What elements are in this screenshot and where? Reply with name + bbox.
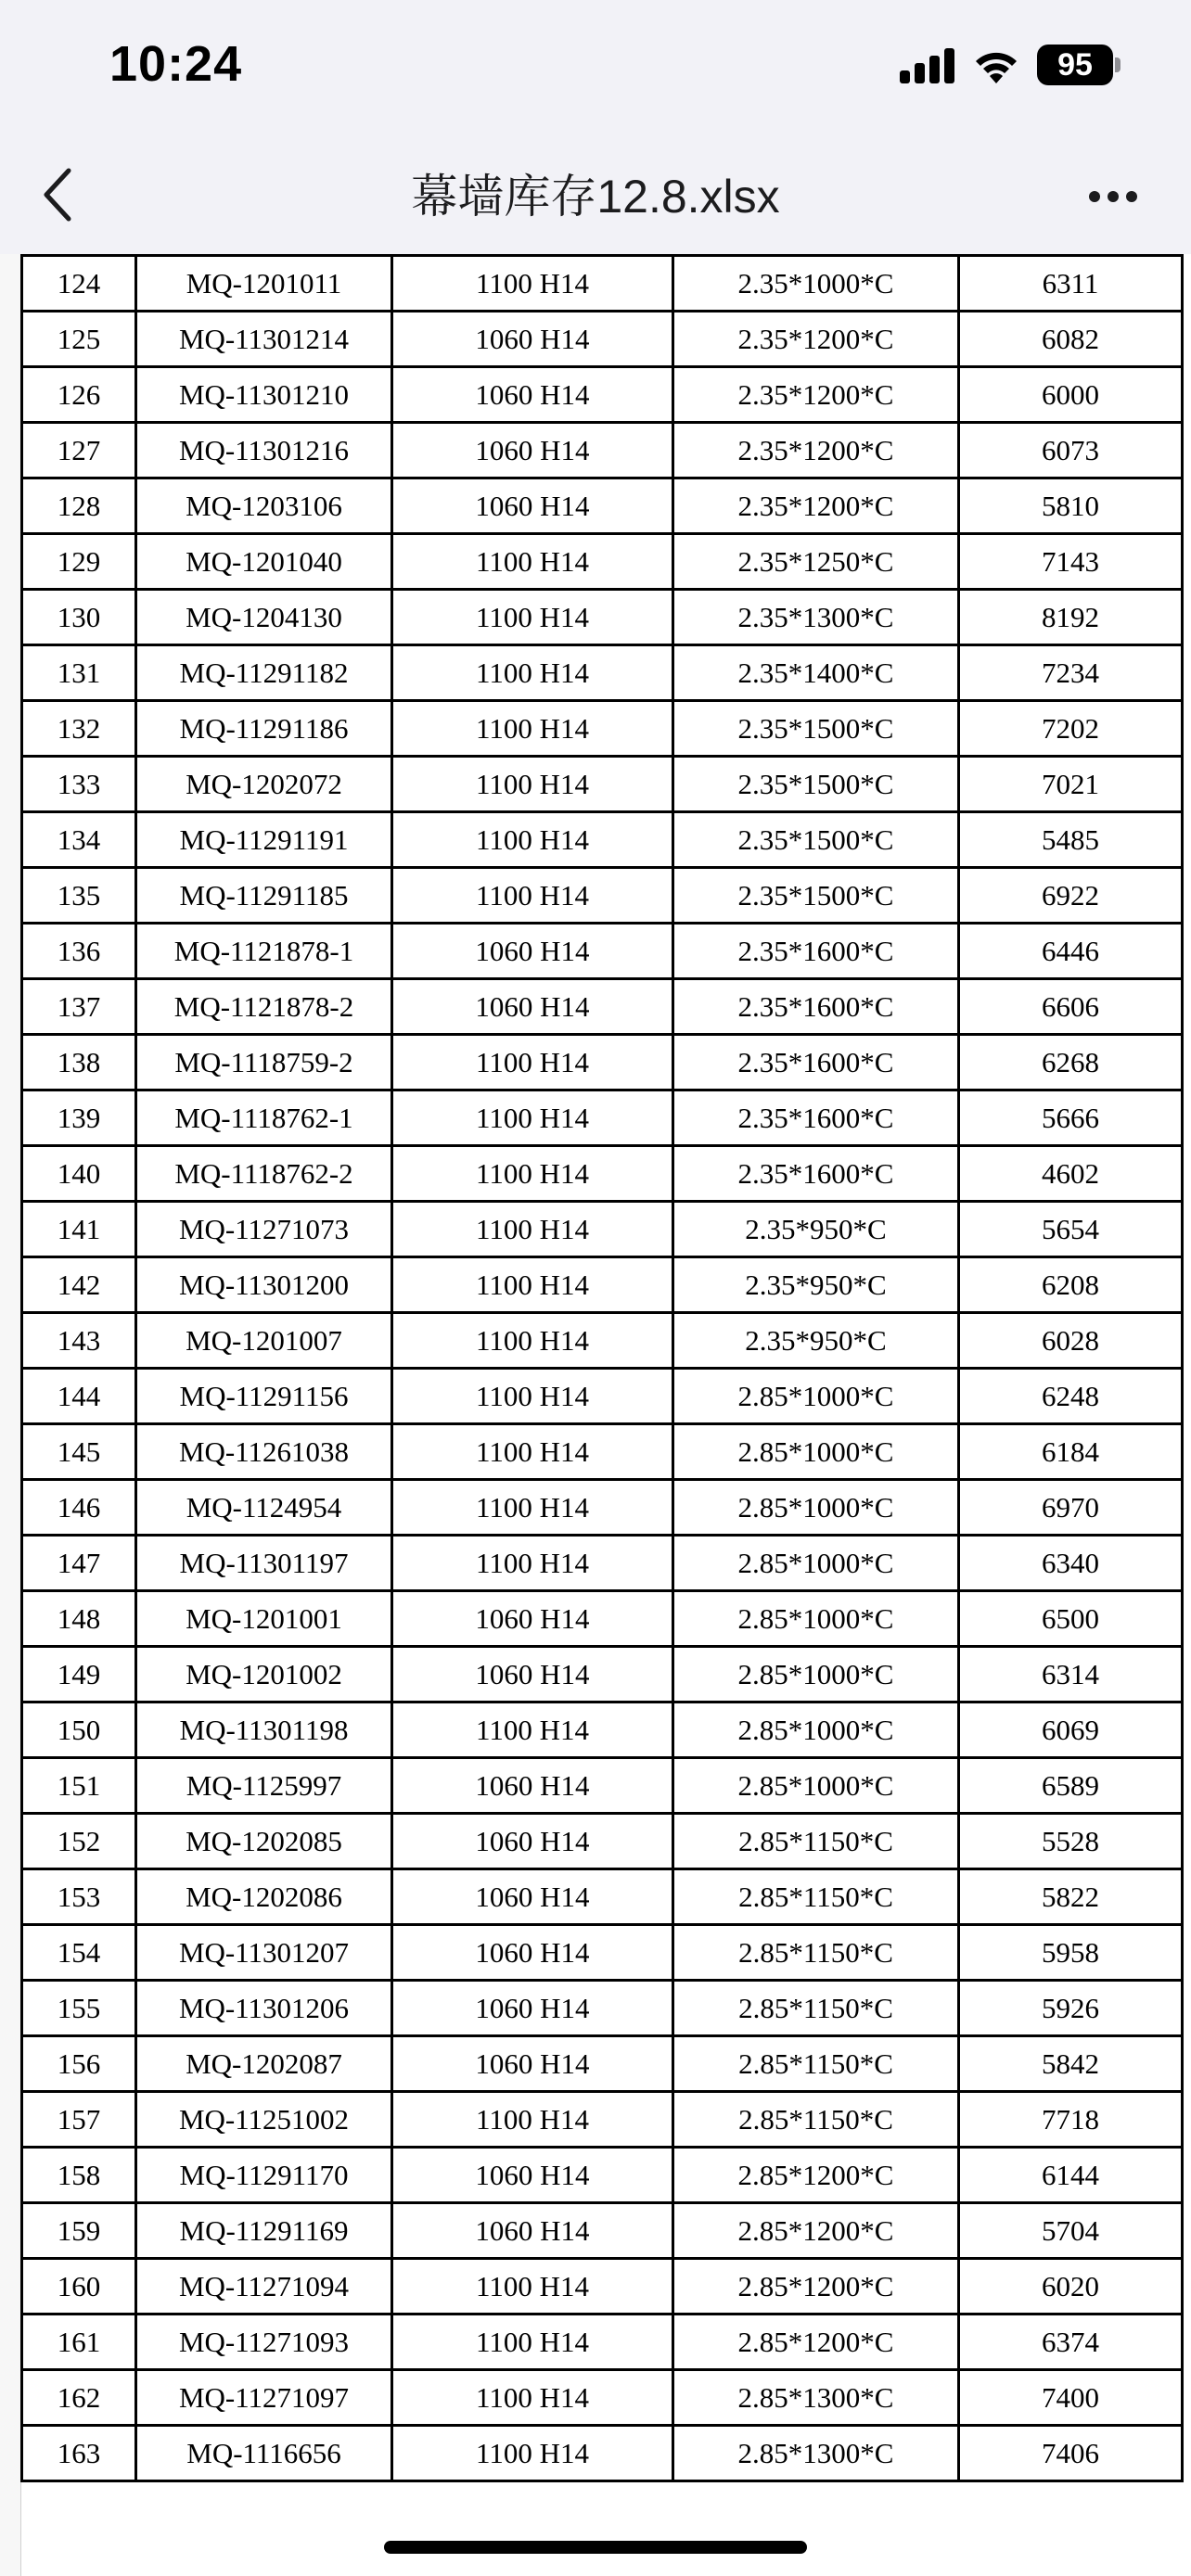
more-button[interactable] [1076,167,1150,223]
spec-cell[interactable]: 2.85*1150*C [673,1981,959,2036]
table-row [22,478,1183,534]
row-number-cell[interactable]: 133 [22,757,136,812]
table-row [22,1647,1183,1702]
product-code-cell[interactable]: MQ-11301200 [136,1257,392,1313]
quantity-cell[interactable]: 6144 [959,2148,1183,2203]
product-code-cell[interactable]: MQ-11301197 [136,1536,392,1591]
spec-cell[interactable]: 2.35*950*C [673,1313,959,1369]
alloy-cell[interactable]: 1100 H14 [392,868,673,924]
row-number-cell[interactable]: 135 [22,868,136,924]
row-number-cell[interactable]: 154 [22,1925,136,1981]
spec-cell[interactable]: 2.35*1600*C [673,924,959,979]
product-code-cell[interactable]: MQ-1201001 [136,1591,392,1647]
table-row [22,1758,1183,1814]
alloy-cell[interactable]: 1060 H14 [392,423,673,478]
product-code-cell[interactable]: MQ-11301210 [136,367,392,423]
quantity-cell[interactable]: 7234 [959,645,1183,701]
row-number-cell[interactable]: 146 [22,1480,136,1536]
table-row [22,924,1183,979]
row-number-cell[interactable]: 159 [22,2203,136,2259]
table-row [22,423,1183,478]
row-number-cell[interactable]: 161 [22,2315,136,2370]
spec-cell[interactable]: 2.85*1150*C [673,2036,959,2092]
product-code-cell[interactable]: MQ-1201002 [136,1647,392,1702]
quantity-cell[interactable]: 5842 [959,2036,1183,2092]
spec-cell[interactable]: 2.35*950*C [673,1202,959,1257]
table-row [22,2259,1183,2315]
product-code-cell[interactable]: MQ-11291182 [136,645,392,701]
alloy-cell[interactable]: 1100 H14 [392,1146,673,1202]
alloy-cell[interactable]: 1060 H14 [392,1814,673,1869]
table-row [22,1424,1183,1480]
quantity-cell[interactable]: 6922 [959,868,1183,924]
row-number-cell[interactable]: 150 [22,1702,136,1758]
quantity-cell[interactable]: 6446 [959,924,1183,979]
table-row [22,1536,1183,1591]
spec-cell[interactable]: 2.85*1000*C [673,1591,959,1647]
quantity-cell[interactable]: 6073 [959,423,1183,478]
table-row [22,1146,1183,1202]
quantity-cell[interactable]: 6589 [959,1758,1183,1814]
row-number-cell[interactable]: 155 [22,1981,136,2036]
row-number-cell[interactable]: 131 [22,645,136,701]
row-number-cell[interactable]: 144 [22,1369,136,1424]
alloy-cell[interactable]: 1100 H14 [392,757,673,812]
table-row [22,256,1183,312]
product-code-cell[interactable]: MQ-11301198 [136,1702,392,1758]
quantity-cell[interactable]: 5704 [959,2203,1183,2259]
row-gutter [0,254,21,2576]
spec-cell[interactable]: 2.35*1400*C [673,645,959,701]
product-code-cell[interactable]: MQ-1121878-2 [136,979,392,1035]
quantity-cell[interactable]: 6374 [959,2315,1183,2370]
quantity-cell[interactable]: 7143 [959,534,1183,590]
alloy-cell[interactable]: 1100 H14 [392,1313,673,1369]
alloy-cell[interactable]: 1060 H14 [392,1981,673,2036]
product-code-cell[interactable]: MQ-1116656 [136,2426,392,2481]
row-number-cell[interactable]: 136 [22,924,136,979]
table-row [22,868,1183,924]
spec-cell[interactable]: 2.35*1500*C [673,812,959,868]
table-row [22,812,1183,868]
quantity-cell[interactable]: 6000 [959,367,1183,423]
alloy-cell[interactable]: 1100 H14 [392,645,673,701]
quantity-cell[interactable]: 6208 [959,1257,1183,1313]
product-code-cell[interactable]: MQ-11301216 [136,423,392,478]
spec-cell[interactable]: 2.85*1000*C [673,1424,959,1480]
spec-cell[interactable]: 2.85*1000*C [673,1758,959,1814]
alloy-cell[interactable]: 1100 H14 [392,1480,673,1536]
table-row [22,1257,1183,1313]
quantity-cell[interactable]: 6028 [959,1313,1183,1369]
table-row [22,1369,1183,1424]
row-number-cell[interactable]: 139 [22,1090,136,1146]
table-row [22,2370,1183,2426]
row-number-cell[interactable]: 157 [22,2092,136,2148]
alloy-cell[interactable]: 1100 H14 [392,1257,673,1313]
product-code-cell[interactable]: MQ-1203106 [136,478,392,534]
quantity-cell[interactable]: 6311 [959,256,1183,312]
spec-cell[interactable]: 2.85*1200*C [673,2148,959,2203]
spec-cell[interactable]: 2.85*1200*C [673,2259,959,2315]
quantity-cell[interactable]: 5528 [959,1814,1183,1869]
table-row [22,1035,1183,1090]
quantity-cell[interactable]: 7406 [959,2426,1183,2481]
table-row [22,590,1183,645]
alloy-cell[interactable]: 1100 H14 [392,2259,673,2315]
alloy-cell[interactable]: 1100 H14 [392,534,673,590]
spec-cell[interactable]: 2.85*1300*C [673,2426,959,2481]
row-number-cell[interactable]: 134 [22,812,136,868]
product-code-cell[interactable]: MQ-11291191 [136,812,392,868]
row-number-cell[interactable]: 153 [22,1869,136,1925]
spec-cell[interactable]: 2.35*1200*C [673,367,959,423]
alloy-cell[interactable]: 1060 H14 [392,2036,673,2092]
row-number-cell[interactable]: 125 [22,312,136,367]
spec-cell[interactable]: 2.35*1600*C [673,1035,959,1090]
table-row [22,534,1183,590]
row-number-cell[interactable]: 162 [22,2370,136,2426]
spec-cell[interactable]: 2.35*1600*C [673,979,959,1035]
table-row [22,979,1183,1035]
table-row [22,312,1183,367]
alloy-cell[interactable]: 1100 H14 [392,1702,673,1758]
table-row [22,757,1183,812]
table-row [22,1702,1183,1758]
row-number-cell[interactable]: 143 [22,1313,136,1369]
product-code-cell[interactable]: MQ-1202072 [136,757,392,812]
document-title: 幕墙库存12.8.xlsx [411,171,780,223]
table-row [22,1591,1183,1647]
spec-cell[interactable]: 2.35*1500*C [673,757,959,812]
quantity-cell[interactable]: 5485 [959,812,1183,868]
alloy-cell[interactable]: 1100 H14 [392,1424,673,1480]
product-code-cell[interactable]: MQ-11271094 [136,2259,392,2315]
row-number-cell[interactable]: 156 [22,2036,136,2092]
spec-cell[interactable]: 2.35*1600*C [673,1146,959,1202]
battery-cap [1115,57,1121,72]
product-code-cell[interactable]: MQ-1118762-2 [136,1146,392,1202]
product-code-cell[interactable]: MQ-11301206 [136,1981,392,2036]
quantity-cell[interactable]: 7718 [959,2092,1183,2148]
product-code-cell[interactable]: MQ-11271073 [136,1202,392,1257]
alloy-cell[interactable]: 1100 H14 [392,1536,673,1591]
row-number-cell[interactable]: 129 [22,534,136,590]
spec-cell[interactable]: 2.85*1300*C [673,2370,959,2426]
quantity-cell[interactable]: 6500 [959,1591,1183,1647]
row-number-cell[interactable]: 127 [22,423,136,478]
spec-cell[interactable]: 2.35*1500*C [673,701,959,757]
row-number-cell[interactable]: 152 [22,1814,136,1869]
row-number-cell[interactable]: 151 [22,1758,136,1814]
table-row [22,1925,1183,1981]
table-row [22,1869,1183,1925]
alloy-cell[interactable]: 1100 H14 [392,1090,673,1146]
alloy-cell[interactable]: 1060 H14 [392,1869,673,1925]
row-number-cell[interactable]: 148 [22,1591,136,1647]
product-code-cell[interactable]: MQ-1204130 [136,590,392,645]
alloy-cell[interactable]: 1060 H14 [392,312,673,367]
home-indicator [384,2541,807,2554]
row-number-cell[interactable]: 163 [22,2426,136,2481]
row-number-cell[interactable]: 140 [22,1146,136,1202]
table-row [22,1814,1183,1869]
product-code-cell[interactable]: MQ-11301214 [136,312,392,367]
table-row [22,2315,1183,2370]
table-row [22,1090,1183,1146]
alloy-cell[interactable]: 1060 H14 [392,979,673,1035]
quantity-cell[interactable]: 6606 [959,979,1183,1035]
row-number-cell[interactable]: 158 [22,2148,136,2203]
alloy-cell[interactable]: 1100 H14 [392,2092,673,2148]
row-number-cell[interactable]: 142 [22,1257,136,1313]
quantity-cell[interactable]: 7202 [959,701,1183,757]
row-number-cell[interactable]: 137 [22,979,136,1035]
product-code-cell[interactable]: MQ-11291170 [136,2148,392,2203]
alloy-cell[interactable]: 1100 H14 [392,1202,673,1257]
product-code-cell[interactable]: MQ-1118762-1 [136,1090,392,1146]
row-number-cell[interactable]: 141 [22,1202,136,1257]
product-code-cell[interactable]: MQ-11251002 [136,2092,392,2148]
table-row [22,2426,1183,2481]
table-body [22,256,1183,2481]
quantity-cell[interactable]: 6184 [959,1424,1183,1480]
spec-cell[interactable]: 2.85*1200*C [673,2203,959,2259]
inventory-table [20,254,1184,2482]
alloy-cell[interactable]: 1100 H14 [392,812,673,868]
row-number-cell[interactable]: 130 [22,590,136,645]
alloy-cell[interactable]: 1060 H14 [392,1758,673,1814]
spec-cell[interactable]: 2.35*1200*C [673,423,959,478]
product-code-cell[interactable]: MQ-11291186 [136,701,392,757]
quantity-cell[interactable]: 5926 [959,1981,1183,2036]
ellipsis-icon [1089,191,1100,202]
spec-cell[interactable]: 2.35*1200*C [673,312,959,367]
spreadsheet-view[interactable] [0,254,1191,2576]
quantity-cell[interactable]: 5958 [959,1925,1183,1981]
alloy-cell[interactable]: 1100 H14 [392,256,673,312]
table-row [22,645,1183,701]
spec-cell[interactable]: 2.35*1500*C [673,868,959,924]
quantity-cell[interactable]: 4602 [959,1146,1183,1202]
table-row [22,1981,1183,2036]
alloy-cell[interactable]: 1100 H14 [392,2370,673,2426]
alloy-cell[interactable]: 1060 H14 [392,367,673,423]
table-row [22,701,1183,757]
status-bar [0,0,1191,139]
table-row [22,1202,1183,1257]
product-code-cell[interactable]: MQ-1124954 [136,1480,392,1536]
row-number-cell[interactable]: 138 [22,1035,136,1090]
spec-cell[interactable]: 2.85*1000*C [673,1369,959,1424]
spec-cell[interactable]: 2.35*1200*C [673,478,959,534]
product-code-cell[interactable]: MQ-1202087 [136,2036,392,2092]
row-number-cell[interactable]: 126 [22,367,136,423]
quantity-cell[interactable]: 6248 [959,1369,1183,1424]
quantity-cell[interactable]: 7400 [959,2370,1183,2426]
alloy-cell[interactable]: 1060 H14 [392,478,673,534]
alloy-cell[interactable]: 1100 H14 [392,701,673,757]
product-code-cell[interactable]: MQ-1202086 [136,1869,392,1925]
row-number-cell[interactable]: 128 [22,478,136,534]
product-code-cell[interactable]: MQ-11271093 [136,2315,392,2370]
quantity-cell[interactable]: 6268 [959,1035,1183,1090]
row-number-cell[interactable]: 145 [22,1424,136,1480]
product-code-cell[interactable]: MQ-1202085 [136,1814,392,1869]
alloy-cell[interactable]: 1100 H14 [392,2315,673,2370]
quantity-cell[interactable]: 6069 [959,1702,1183,1758]
quantity-cell[interactable]: 5654 [959,1202,1183,1257]
status-time: 10:24 [109,36,243,92]
product-code-cell[interactable]: MQ-1201007 [136,1313,392,1369]
alloy-cell[interactable]: 1060 H14 [392,2148,673,2203]
spec-cell[interactable]: 2.85*1200*C [673,2315,959,2370]
nav-bar [0,139,1191,254]
product-code-cell[interactable]: MQ-1201040 [136,534,392,590]
product-code-cell[interactable]: MQ-11261038 [136,1424,392,1480]
spec-cell[interactable]: 2.35*1300*C [673,590,959,645]
alloy-cell[interactable]: 1100 H14 [392,590,673,645]
spec-cell[interactable]: 2.35*1000*C [673,256,959,312]
product-code-cell[interactable]: MQ-11301207 [136,1925,392,1981]
alloy-cell[interactable]: 1100 H14 [392,1369,673,1424]
product-code-cell[interactable]: MQ-1125997 [136,1758,392,1814]
battery-icon [1037,45,1113,85]
spec-cell[interactable]: 2.85*1000*C [673,1536,959,1591]
row-number-cell[interactable]: 149 [22,1647,136,1702]
cellular-signal-icon [900,46,957,83]
quantity-cell[interactable]: 5810 [959,478,1183,534]
battery-level: 95 [1057,46,1093,83]
quantity-cell[interactable]: 6020 [959,2259,1183,2315]
quantity-cell[interactable]: 8192 [959,590,1183,645]
alloy-cell[interactable]: 1060 H14 [392,924,673,979]
alloy-cell[interactable]: 1060 H14 [392,1647,673,1702]
product-code-cell[interactable]: MQ-11291169 [136,2203,392,2259]
wifi-icon [970,45,1022,85]
spec-cell[interactable]: 2.85*1150*C [673,1925,959,1981]
quantity-cell[interactable]: 6340 [959,1536,1183,1591]
alloy-cell[interactable]: 1060 H14 [392,1925,673,1981]
quantity-cell[interactable]: 7021 [959,757,1183,812]
table-row [22,367,1183,423]
spec-cell[interactable]: 2.85*1000*C [673,1702,959,1758]
quantity-cell[interactable]: 6314 [959,1647,1183,1702]
row-number-cell[interactable]: 132 [22,701,136,757]
spec-cell[interactable]: 2.35*1600*C [673,1090,959,1146]
product-code-cell[interactable]: MQ-1201011 [136,256,392,312]
quantity-cell[interactable]: 5666 [959,1090,1183,1146]
alloy-cell[interactable]: 1060 H14 [392,1591,673,1647]
product-code-cell[interactable]: MQ-11271097 [136,2370,392,2426]
product-code-cell[interactable]: MQ-11291185 [136,868,392,924]
quantity-cell[interactable]: 6082 [959,312,1183,367]
alloy-cell[interactable]: 1100 H14 [392,2426,673,2481]
table-row [22,2092,1183,2148]
table-row [22,1480,1183,1536]
quantity-cell[interactable]: 5822 [959,1869,1183,1925]
spec-cell[interactable]: 2.85*1150*C [673,1814,959,1869]
alloy-cell[interactable]: 1060 H14 [392,2203,673,2259]
table-row [22,2203,1183,2259]
row-number-cell[interactable]: 147 [22,1536,136,1591]
table-row [22,2148,1183,2203]
spec-cell[interactable]: 2.85*1000*C [673,1647,959,1702]
product-code-cell[interactable]: MQ-1118759-2 [136,1035,392,1090]
spec-cell[interactable]: 2.85*1150*C [673,2092,959,2148]
product-code-cell[interactable]: MQ-11291156 [136,1369,392,1424]
spec-cell[interactable]: 2.35*950*C [673,1257,959,1313]
table-row [22,1313,1183,1369]
spec-cell[interactable]: 2.85*1000*C [673,1480,959,1536]
row-number-cell[interactable]: 160 [22,2259,136,2315]
spec-cell[interactable]: 2.85*1150*C [673,1869,959,1925]
table-row [22,2036,1183,2092]
row-number-cell[interactable]: 124 [22,256,136,312]
alloy-cell[interactable]: 1100 H14 [392,1035,673,1090]
product-code-cell[interactable]: MQ-1121878-1 [136,924,392,979]
spec-cell[interactable]: 2.35*1250*C [673,534,959,590]
quantity-cell[interactable]: 6970 [959,1480,1183,1536]
